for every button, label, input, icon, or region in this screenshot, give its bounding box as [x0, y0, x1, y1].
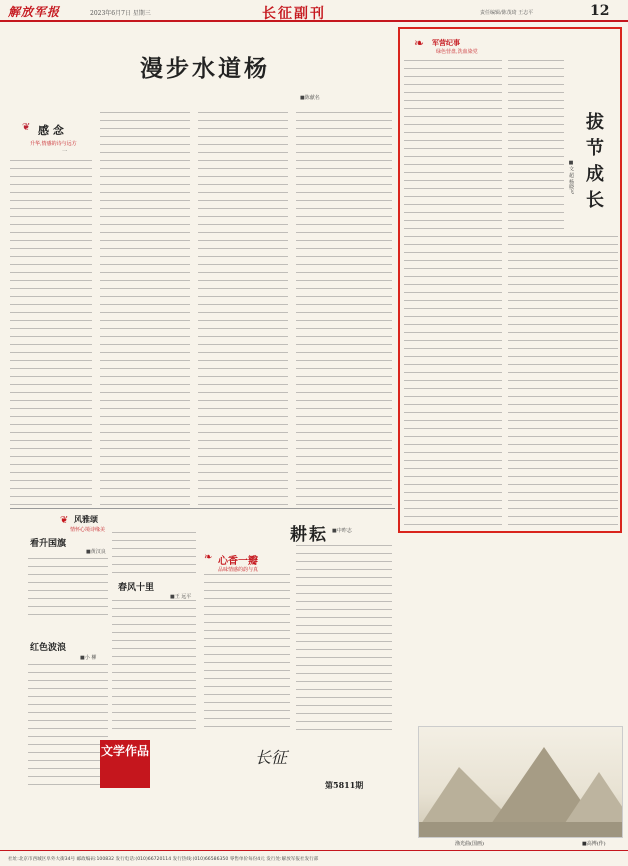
section-title: 长征副刊: [262, 6, 326, 22]
poem-text: [112, 532, 196, 574]
column-name: 军营纪事: [432, 38, 460, 47]
section-divider: [10, 508, 395, 509]
page-footer: 社址:北京市西城区阜外大街34号 邮政编码:100832 发行电话:(010)66720114 发行热线:(010)66586350 零售单价每份4元 发行处:解放军报社发行部: [0, 850, 628, 866]
painting-author: ■高博(作): [582, 841, 606, 847]
leaf-icon: ❦: [22, 122, 31, 133]
article-column: [198, 112, 288, 505]
xinyiwan-title: 心香一瓣: [218, 556, 258, 567]
leaf-icon: ❧: [204, 552, 213, 563]
highlighted-article-author: ■文 超 杨晓飞: [568, 160, 574, 195]
poem-text: [28, 558, 108, 618]
gengyun-author: ■中昨志: [332, 528, 352, 534]
article-column: [508, 236, 618, 528]
newspaper-logo: 解放军报: [8, 5, 61, 19]
gengyun-title: 耕耘: [290, 525, 328, 545]
article-column: [204, 574, 290, 734]
essay-title: 感 念: [38, 124, 64, 137]
article-column: [10, 160, 92, 505]
literature-works-badge: 文学作品: [100, 740, 150, 788]
poem-author: ■王 远平: [170, 594, 192, 600]
article-column: [296, 545, 392, 733]
article-column: [404, 60, 502, 528]
poem-title: 春风十里: [118, 583, 155, 593]
issue-number: 第5811期: [325, 780, 364, 790]
main-article-title: 漫步水道杨: [140, 55, 270, 82]
painting-image: [418, 726, 623, 838]
article-column: [100, 112, 190, 505]
essay-subtitle: 升华,情感的诗与远方: [30, 141, 77, 147]
main-article-author: ■陈献名: [300, 95, 320, 101]
poem-title: 红色波浪: [30, 643, 67, 653]
editor-credit: 责任编辑/陈茂琦 王志平: [480, 10, 534, 16]
painting-caption: 渔光曲(国画): [455, 841, 484, 847]
poem-title: 看升国旗: [30, 539, 67, 549]
poem-author: ■小 柳: [80, 655, 97, 661]
poem-author: ■黄汉良: [86, 549, 106, 555]
essay-mark: 一: [62, 149, 68, 155]
poem-text: [112, 600, 196, 730]
leaf-icon: ❦: [60, 515, 69, 526]
issue-date: 2023年6月7日 星期三: [90, 10, 151, 17]
highlighted-article-title: 拔节成长: [583, 112, 604, 216]
poetry-section-subtitle: 情怀心境诗缘美: [70, 527, 106, 533]
leaf-icon: ❧: [414, 36, 425, 50]
xinyiwan-subtitle: 品味情感的韵与真: [218, 567, 259, 573]
poetry-section-title: 风雅颂: [74, 514, 98, 524]
column-subtitle: 绿色营盘,洗血染党: [436, 49, 478, 55]
page-number: 12: [590, 3, 610, 19]
article-column: [508, 60, 564, 230]
poem-text: [28, 664, 108, 792]
calligraphy-mark: 长征: [255, 748, 288, 767]
article-column: [296, 112, 392, 505]
